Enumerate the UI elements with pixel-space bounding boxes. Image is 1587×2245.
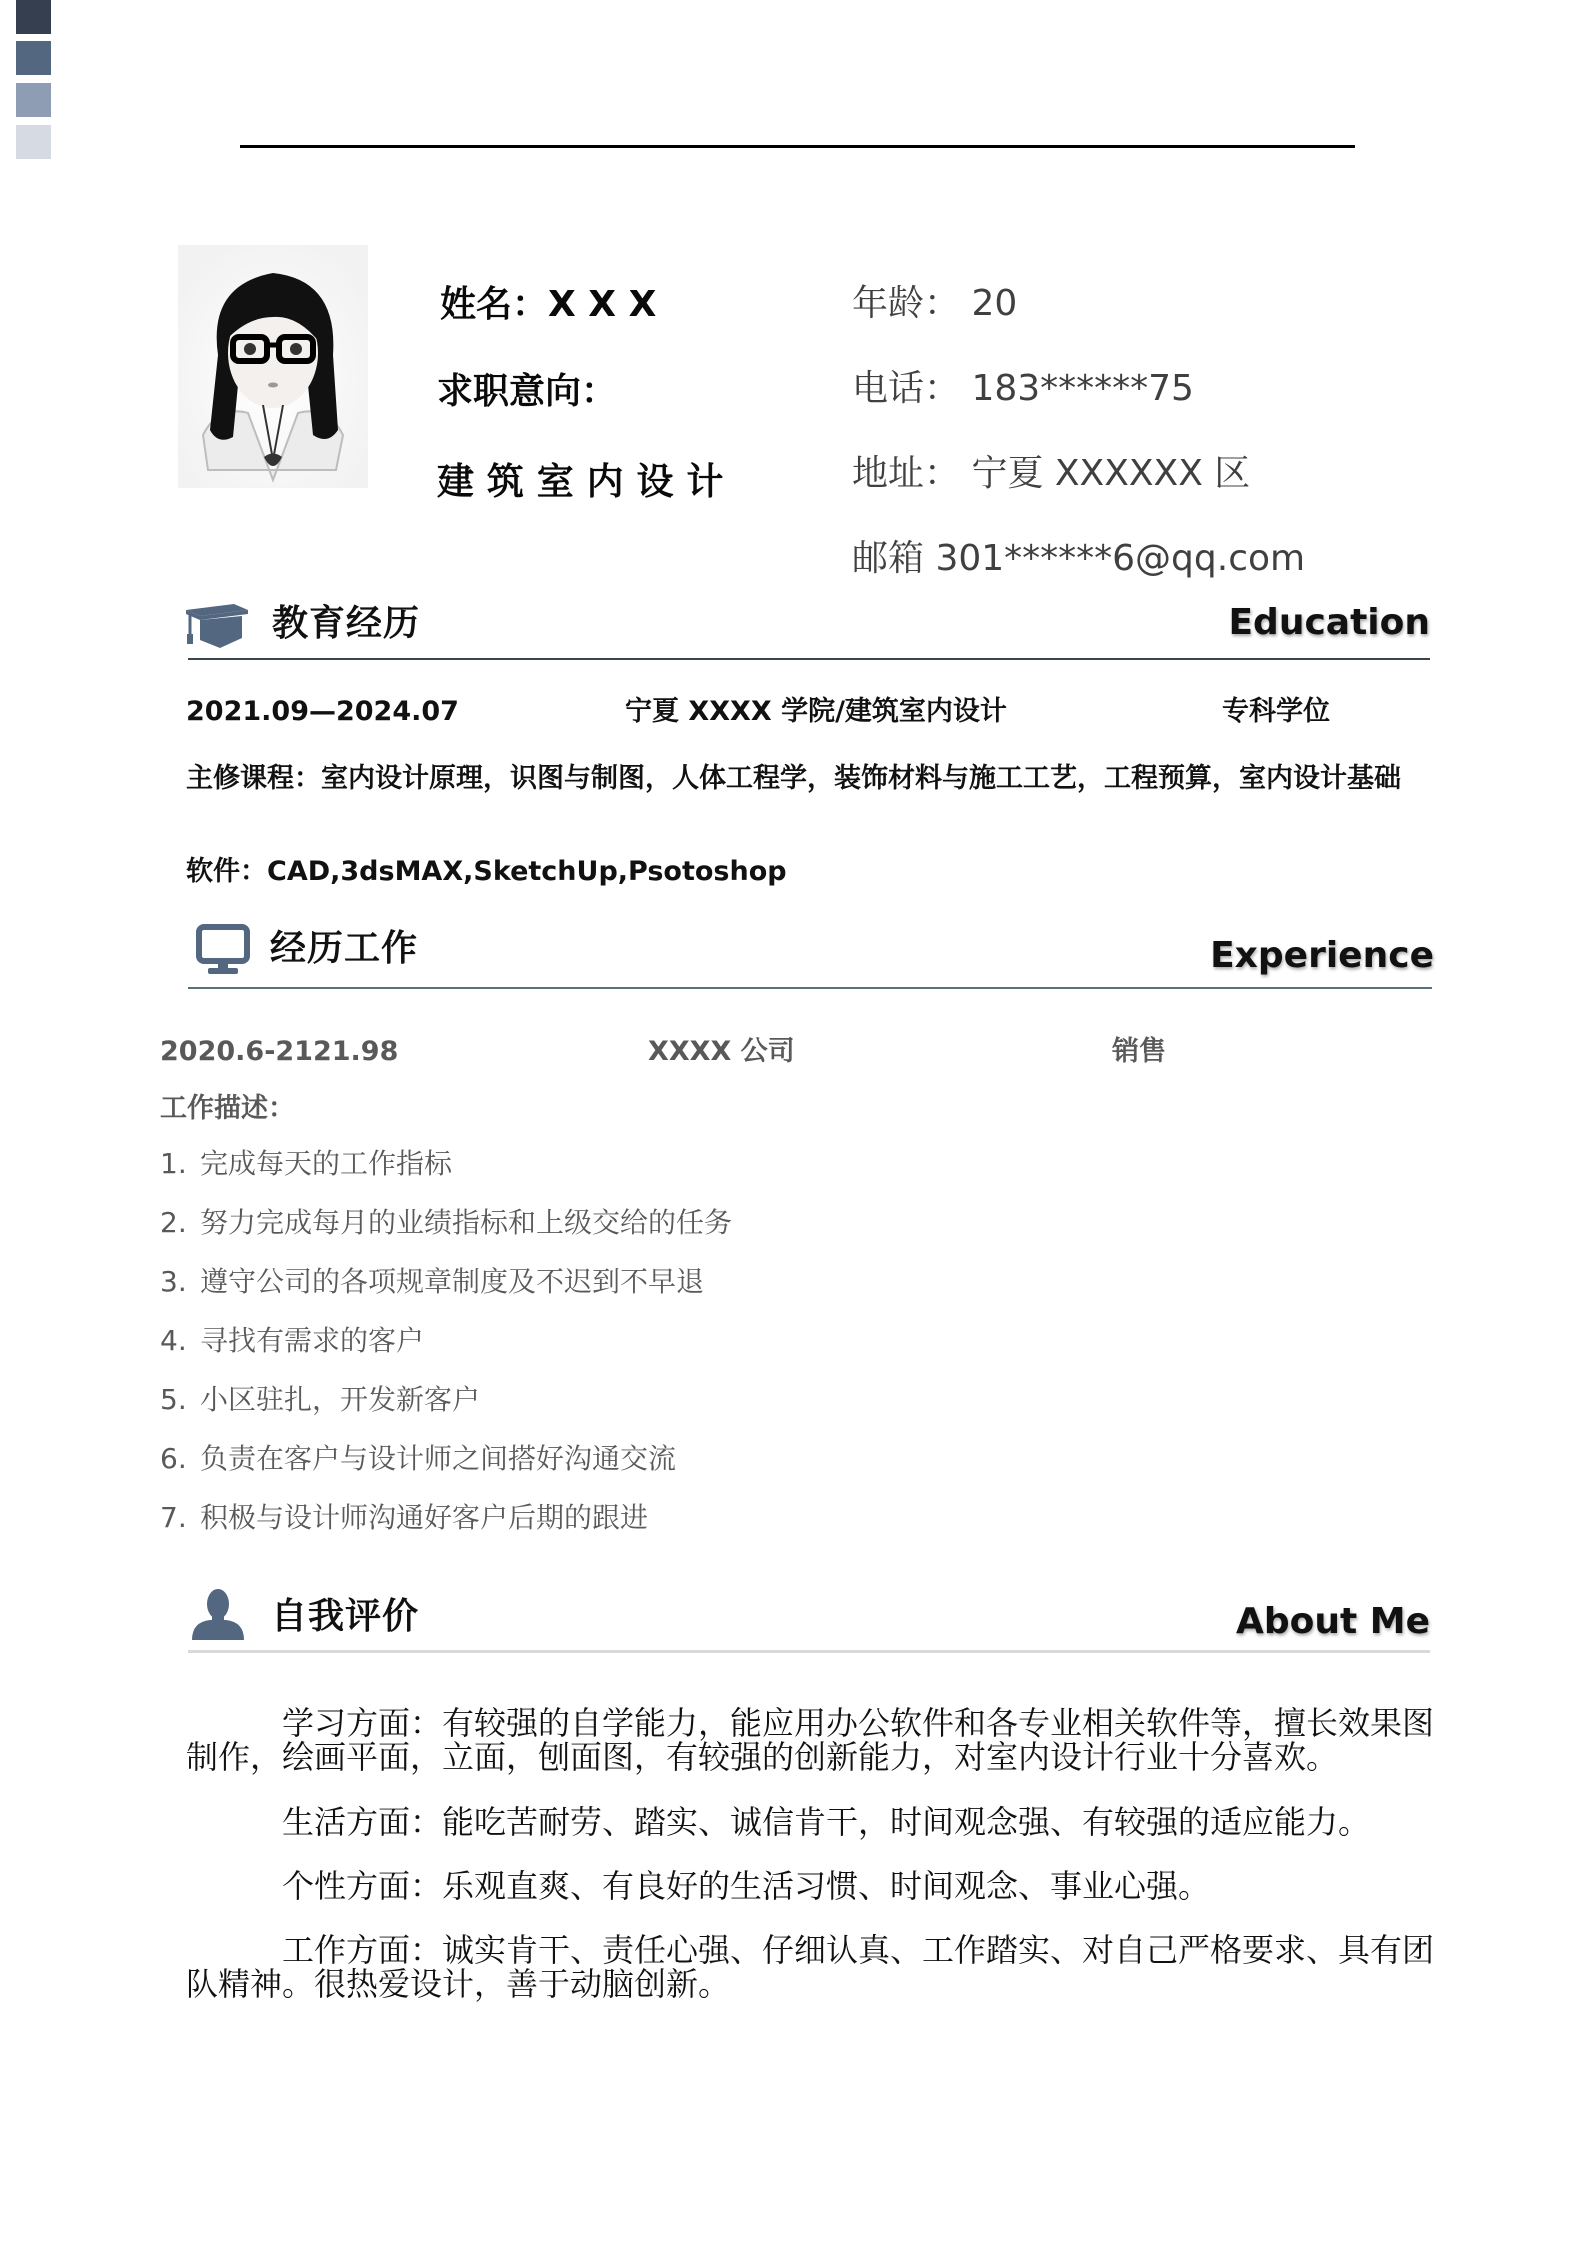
experience-position: 销售 bbox=[1112, 1036, 1166, 1067]
about-divider bbox=[188, 1650, 1430, 1653]
list-item-number: 3. bbox=[160, 1265, 187, 1298]
avatar-illustration-icon bbox=[178, 245, 368, 488]
list-item-text: 负责在客户与设计师之间搭好沟通交流 bbox=[200, 1442, 677, 1475]
list-item bbox=[160, 1442, 676, 1476]
decor-swatch-1 bbox=[16, 0, 51, 34]
monitor-icon bbox=[196, 924, 250, 980]
list-item-text: 努力完成每月的业绩指标和上级交给的任务 bbox=[200, 1206, 733, 1239]
address-field: 地址： 宁夏 XXXXXX 区 bbox=[852, 453, 1251, 494]
education-software: 软件：CAD,3dsMAX,SketchUp,Psotoshop bbox=[186, 856, 787, 887]
about-title: 自我评价 bbox=[271, 1596, 420, 1637]
list-item-text: 小区驻扎，开发新客户 bbox=[200, 1383, 481, 1416]
decor-swatch-3 bbox=[16, 83, 51, 117]
list-item-number: 7. bbox=[160, 1501, 187, 1534]
phone-field: 电话： 183******75 bbox=[852, 368, 1194, 409]
list-item-text: 寻找有需求的客户 bbox=[200, 1324, 425, 1357]
about-paragraph-life: 生活方面：能吃苦耐劳、踏实、诚信肯干，时间观念强、有较强的适应能力。 bbox=[282, 1803, 1371, 1841]
list-item bbox=[160, 1324, 424, 1358]
education-school: 宁夏 XXXX 学院/建筑室内设计 bbox=[625, 696, 1007, 727]
experience-desc-label: 工作描述： bbox=[160, 1093, 295, 1124]
list-item-text: 遵守公司的各项规章制度及不迟到不早退 bbox=[200, 1265, 705, 1298]
list-item-number: 2. bbox=[160, 1206, 187, 1239]
email-field: 邮箱 301******6@qq.com bbox=[852, 538, 1306, 579]
experience-company: XXXX 公司 bbox=[648, 1036, 795, 1067]
about-paragraph-work: 工作方面：诚实肯干、责任心强、仔细认真、工作踏实、对自己严格要求、具有团队精神。很热爱设计，善于动脑创新。 bbox=[186, 1931, 1435, 2003]
experience-divider bbox=[188, 987, 1432, 989]
about-paragraph-personality: 个性方面：乐观直爽、有良好的生活习惯、时间观念、事业心强。 bbox=[282, 1867, 1211, 1905]
list-item-number: 5. bbox=[160, 1383, 187, 1416]
graduation-cap-icon bbox=[182, 602, 248, 652]
objective-label: 求职意向： bbox=[437, 371, 618, 412]
list-item-number: 4. bbox=[160, 1324, 187, 1357]
about-paragraph-study: 学习方面：有较强的自学能力，能应用办公软件和各专业相关软件等，擅长效果图制作，绘画平面，立面，刨面图，有较强的创新能力，对室内设计行业十分喜欢。 bbox=[186, 1704, 1435, 1776]
list-item bbox=[160, 1265, 704, 1299]
list-item bbox=[160, 1147, 452, 1181]
list-item bbox=[160, 1501, 648, 1535]
age-field: 年龄： 20 bbox=[852, 283, 1018, 324]
experience-period: 2020.6-2121.98 bbox=[160, 1036, 399, 1067]
top-divider bbox=[240, 145, 1355, 148]
decor-swatch-4 bbox=[16, 125, 51, 159]
person-icon bbox=[190, 1588, 246, 1644]
list-item-text: 积极与设计师沟通好客户后期的跟进 bbox=[200, 1501, 649, 1534]
experience-title-en: Experience bbox=[1210, 935, 1434, 976]
decor-swatch-2 bbox=[16, 41, 51, 75]
experience-title: 经历工作 bbox=[270, 928, 419, 969]
education-courses: 主修课程：室内设计原理，识图与制图，人体工程学，装饰材料与施工工艺，工程预算，室内设计基础 bbox=[186, 763, 1401, 794]
list-item-number: 6. bbox=[160, 1442, 187, 1475]
education-degree: 专科学位 bbox=[1222, 696, 1330, 727]
list-item-number: 1. bbox=[160, 1147, 187, 1180]
list-item-text: 完成每天的工作指标 bbox=[200, 1147, 453, 1180]
list-item bbox=[160, 1383, 480, 1417]
list-item bbox=[160, 1206, 732, 1240]
education-period: 2021.09—2024.07 bbox=[186, 696, 459, 727]
name-field: 姓名：X X X bbox=[440, 284, 657, 325]
about-title-en: About Me bbox=[1236, 1601, 1430, 1642]
profile-photo bbox=[178, 245, 368, 488]
education-title: 教育经历 bbox=[272, 603, 421, 644]
education-title-en: Education bbox=[1228, 602, 1430, 643]
objective-value: 建 筑 室 内 设 计 bbox=[437, 460, 724, 503]
education-divider bbox=[188, 658, 1430, 660]
